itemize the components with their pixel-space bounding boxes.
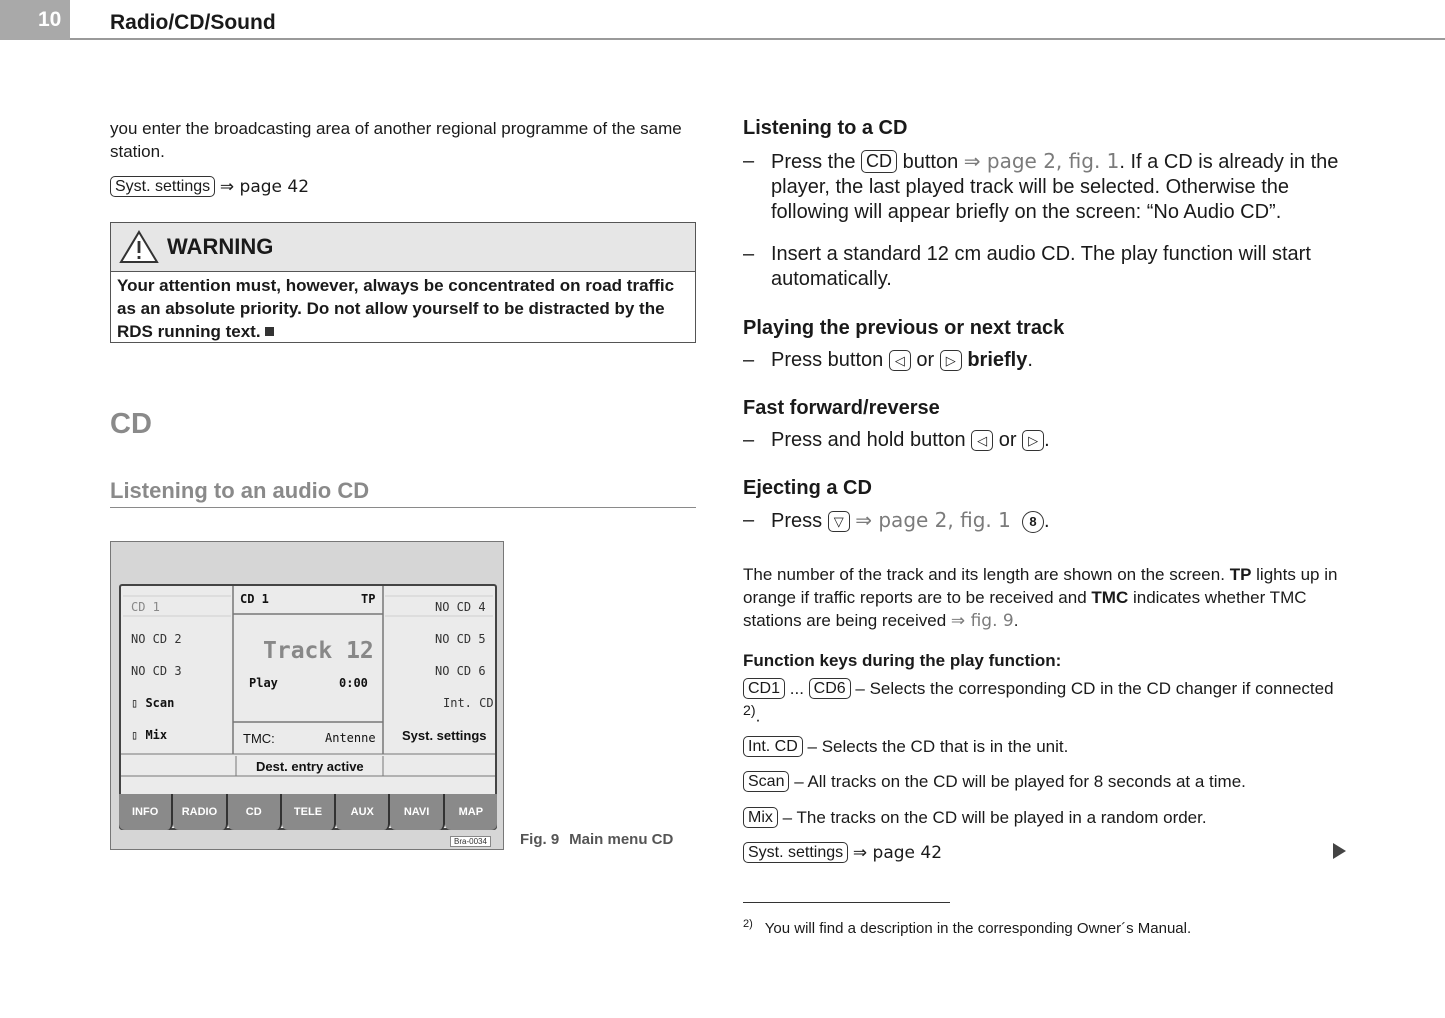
screen-left-item: ▯ Scan bbox=[131, 696, 175, 710]
function-key-cd1-cd6: CD1 ... CD6 – Selects the corresponding CD in the CD changer if connected $^{2)}$. bbox=[743, 679, 1334, 726]
function-key-syst-settings bbox=[743, 841, 1343, 865]
figure-caption bbox=[520, 831, 673, 848]
screen-left-item: CD 1 bbox=[131, 600, 160, 614]
function-key-int-cd: Int. CD – Selects the CD that is in the unit. bbox=[743, 735, 1343, 758]
page-number: 10 bbox=[0, 0, 70, 40]
figure-tag: Bra-0034 bbox=[450, 836, 491, 847]
function-key-mix: Mix – The tracks on the CD will be played in a random order. bbox=[743, 806, 1343, 829]
screen-tmc-label: TMC: bbox=[243, 731, 275, 746]
scan-key: Scan bbox=[743, 771, 789, 792]
tab-cd[interactable]: CD bbox=[228, 794, 282, 830]
heading-prev-next: Playing the previous or next track bbox=[743, 317, 1065, 339]
footnote: $^{2)}$ You will find a description in the corresponding Owner´s Manual. bbox=[743, 918, 1192, 937]
heading-listening-cd: Listening to a CD bbox=[743, 117, 908, 139]
figure-number: Fig. 9 bbox=[520, 831, 560, 848]
warning-header bbox=[111, 223, 695, 272]
screen-cd-label: CD 1 bbox=[240, 592, 269, 606]
end-square-icon bbox=[265, 327, 274, 336]
figure-caption-text: Main menu CD bbox=[569, 831, 674, 848]
screen-right-item: Int. CD bbox=[443, 696, 494, 710]
page-header-title: Radio/CD/Sound bbox=[110, 11, 276, 34]
cd6-key: CD6 bbox=[809, 678, 851, 699]
mix-key: Mix bbox=[743, 807, 778, 828]
page-2-link[interactable]: ⇒ page 2, fig. 1 bbox=[963, 149, 1120, 173]
forward-key-icon: ▷ bbox=[1022, 430, 1044, 451]
page-42-link[interactable]: ⇒ page 42 bbox=[852, 843, 943, 863]
section-title: CD bbox=[110, 408, 152, 440]
screen-antenne: Antenne bbox=[325, 731, 376, 745]
screen-left-item: ▯ Mix bbox=[131, 728, 168, 742]
footnote-rule bbox=[743, 902, 950, 903]
tab-map[interactable]: MAP bbox=[445, 794, 497, 830]
syst-settings-key-right: Syst. settings bbox=[743, 842, 848, 863]
eject-key-icon: ▽ bbox=[828, 511, 850, 532]
menu-tab-bar bbox=[119, 794, 497, 830]
callout-8: 8 bbox=[1022, 511, 1044, 533]
screen-left-item: NO CD 2 bbox=[131, 632, 182, 646]
warning-text: Your attention must, however, always be concentrated on road traffic as an absolute priority. Do not allow yourself to be distracted by the RDS running text. bbox=[117, 276, 675, 341]
syst-settings-ref[interactable]: ⇒ page 42 bbox=[219, 177, 310, 197]
next-page-arrow-icon[interactable] bbox=[1333, 843, 1346, 859]
function-key-scan: Scan – All tracks on the CD will be played for 8 seconds at a time. bbox=[743, 770, 1343, 793]
screen-left-item: NO CD 3 bbox=[131, 664, 182, 678]
cd1-key: CD1 bbox=[743, 678, 785, 699]
heading-fast-forward: Fast forward/reverse bbox=[743, 397, 940, 419]
next-key-icon: ▷ bbox=[940, 350, 962, 371]
track-info-paragraph: The number of the track and its length are shown on the screen. TP lights up in orange if traffic reports are to be received and TMC indicates whether TMC stations are being received ⇒ fig. 9. bbox=[743, 565, 1338, 631]
step-fast-forward: – Press and hold button ◁ or ▷ . bbox=[743, 428, 1343, 453]
tab-radio[interactable]: RADIO bbox=[173, 794, 227, 830]
page-2-link-eject[interactable]: ⇒ page 2, fig. 1 bbox=[855, 508, 1011, 532]
step-press-cd: – Press the CD button ⇒ page 2, fig. 1. If a CD is already in the player, the last played track will be selected. Otherwise the following will appear briefly on the screen: “No Audio CD”. bbox=[743, 149, 1343, 225]
fig-9-link[interactable]: ⇒ fig. 9 bbox=[950, 611, 1014, 631]
warning-box bbox=[110, 222, 696, 343]
step-prev-next: – Press button ◁ or ▷ briefly. bbox=[743, 348, 1343, 373]
header-rule bbox=[70, 38, 1445, 40]
int-cd-key: Int. CD bbox=[743, 736, 803, 757]
heading-ejecting: Ejecting a CD bbox=[743, 477, 872, 499]
screen-right-item: Syst. settings bbox=[402, 728, 487, 743]
tab-tele[interactable]: TELE bbox=[282, 794, 336, 830]
syst-settings-reference bbox=[110, 175, 700, 199]
screen-tp-label: TP bbox=[361, 592, 376, 606]
screen-right-item: NO CD 4 bbox=[435, 600, 486, 614]
rewind-key-icon: ◁ bbox=[971, 430, 993, 451]
figure-main-menu-cd bbox=[110, 541, 504, 850]
warning-triangle-icon bbox=[119, 230, 159, 264]
screen-right-item: NO CD 5 bbox=[435, 632, 486, 646]
syst-settings-key: Syst. settings bbox=[110, 176, 215, 197]
screen-right-item: NO CD 6 bbox=[435, 664, 486, 678]
screen-frame-lines bbox=[121, 586, 495, 828]
subsection-title: Listening to an audio CD bbox=[110, 478, 696, 508]
screen-dest-entry: Dest. entry active bbox=[256, 759, 364, 774]
tab-aux[interactable]: AUX bbox=[336, 794, 390, 830]
warning-text-block bbox=[111, 272, 695, 345]
warning-title: WARNING bbox=[167, 234, 274, 259]
tab-navi[interactable]: NAVI bbox=[390, 794, 444, 830]
step-insert-cd: – Insert a standard 12 cm audio CD. The play function will start automatically. bbox=[743, 242, 1343, 292]
screen-time: 0:00 bbox=[339, 676, 368, 690]
cd-key: CD bbox=[861, 150, 897, 173]
footnote-ref: 2) bbox=[743, 703, 756, 719]
function-keys-heading: Function keys during the play function: bbox=[743, 651, 1062, 670]
previous-key-icon: ◁ bbox=[889, 350, 911, 371]
step-eject: – Press ▽ ⇒ page 2, fig. 1 8 . bbox=[743, 508, 1343, 534]
screen-track: Track 12 bbox=[263, 638, 374, 664]
tab-info[interactable]: INFO bbox=[119, 794, 173, 830]
intro-paragraph: you enter the broadcasting area of another regional programme of the same station. bbox=[110, 119, 682, 161]
screen-play: Play bbox=[249, 676, 278, 690]
